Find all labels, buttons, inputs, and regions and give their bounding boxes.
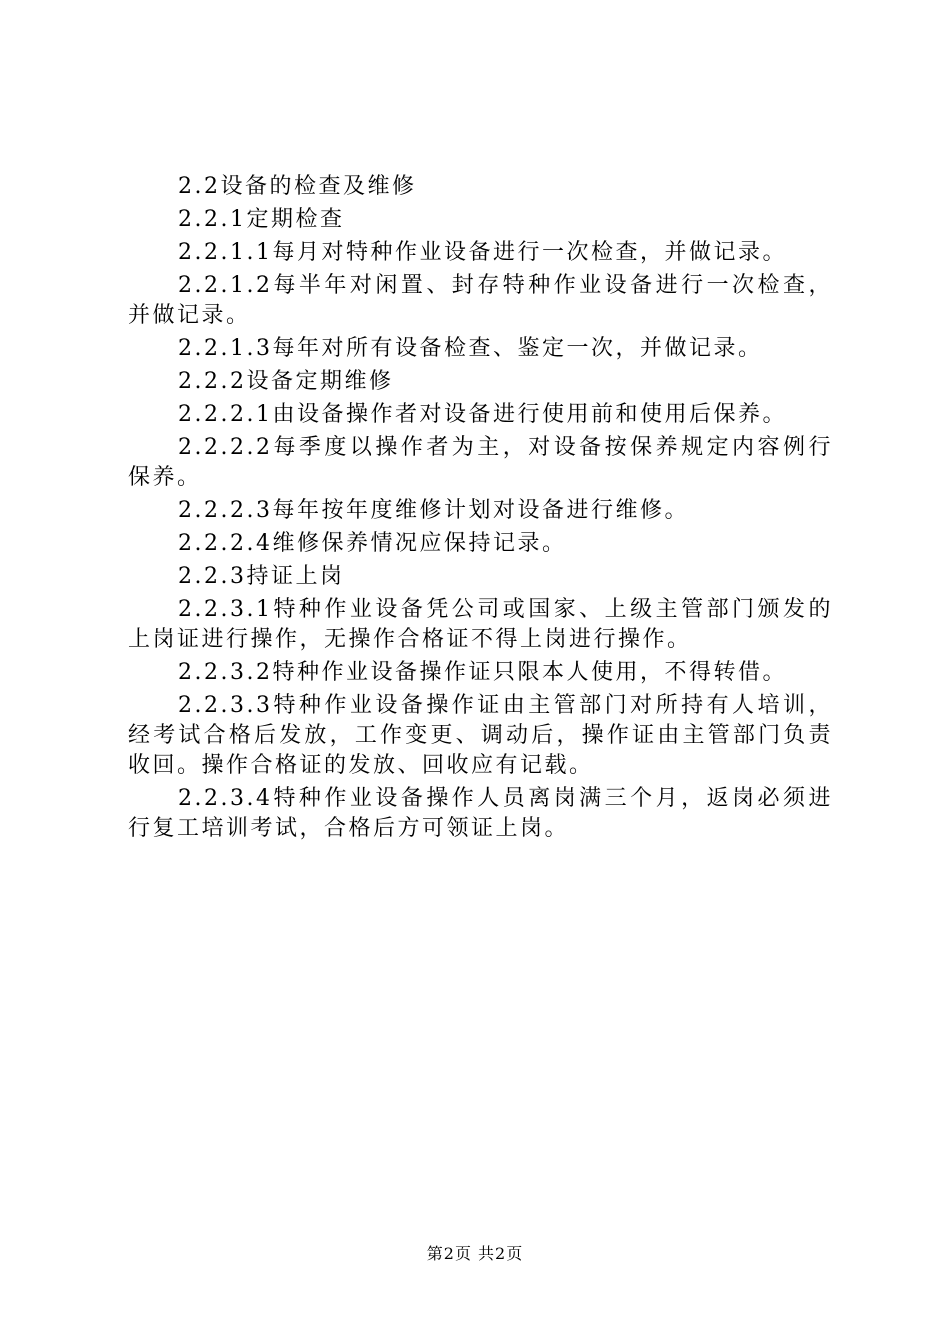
paragraph-section-2-2: 2.2设备的检查及维修 xyxy=(178,174,417,199)
paragraph-section-2-2-3: 2.2.3持证上岗 xyxy=(178,564,345,589)
paragraph-2-2-2-2: 2.2.2.2每季度以操作者为主，对设备按保养规定内容例行保养。 xyxy=(128,435,833,490)
paragraph-2-2-2-3: 2.2.2.3每年按年度维修计划对设备进行维修。 xyxy=(178,498,689,523)
document-body xyxy=(128,172,833,847)
paragraph-2-2-3-2: 2.2.3.2特种作业设备操作证只限本人使用，不得转借。 xyxy=(178,660,787,685)
paragraph-2-2-1-1: 2.2.1.1每月对特种作业设备进行一次检查，并做记录。 xyxy=(178,240,787,265)
paragraph-2-2-3-1: 2.2.3.1特种作业设备凭公司或国家、上级主管部门颁发的上岗证进行操作，无操作合格证不得上岗进行操作。 xyxy=(128,597,833,652)
paragraph-2-2-3-3: 2.2.3.3特种作业设备操作证由主管部门对所持有人培训，经考试合格后发放，工作变更、调动后，操作证由主管部门负责收回。操作合格证的发放、回收应有记载。 xyxy=(128,693,833,778)
paragraph-2-2-3-4: 2.2.3.4特种作业设备操作人员离岗满三个月，返岗必须进行复工培训考试，合格后方可领证上岗。 xyxy=(128,786,833,841)
paragraph-section-2-2-1: 2.2.1定期检查 xyxy=(178,207,345,232)
paragraph-2-2-2-1: 2.2.2.1由设备操作者对设备进行使用前和使用后保养。 xyxy=(178,402,787,427)
paragraph-2-2-1-2: 2.2.1.2每半年对闲置、封存特种作业设备进行一次检查，并做记录。 xyxy=(128,273,833,328)
page-number-footer: 第2页 共2页 xyxy=(426,1244,524,1263)
paragraph-2-2-2-4: 2.2.2.4维修保养情况应保持记录。 xyxy=(178,531,567,556)
paragraph-2-2-1-3: 2.2.1.3每年对所有设备检查、鉴定一次，并做记录。 xyxy=(178,336,763,361)
paragraph-section-2-2-2: 2.2.2设备定期维修 xyxy=(178,369,394,394)
